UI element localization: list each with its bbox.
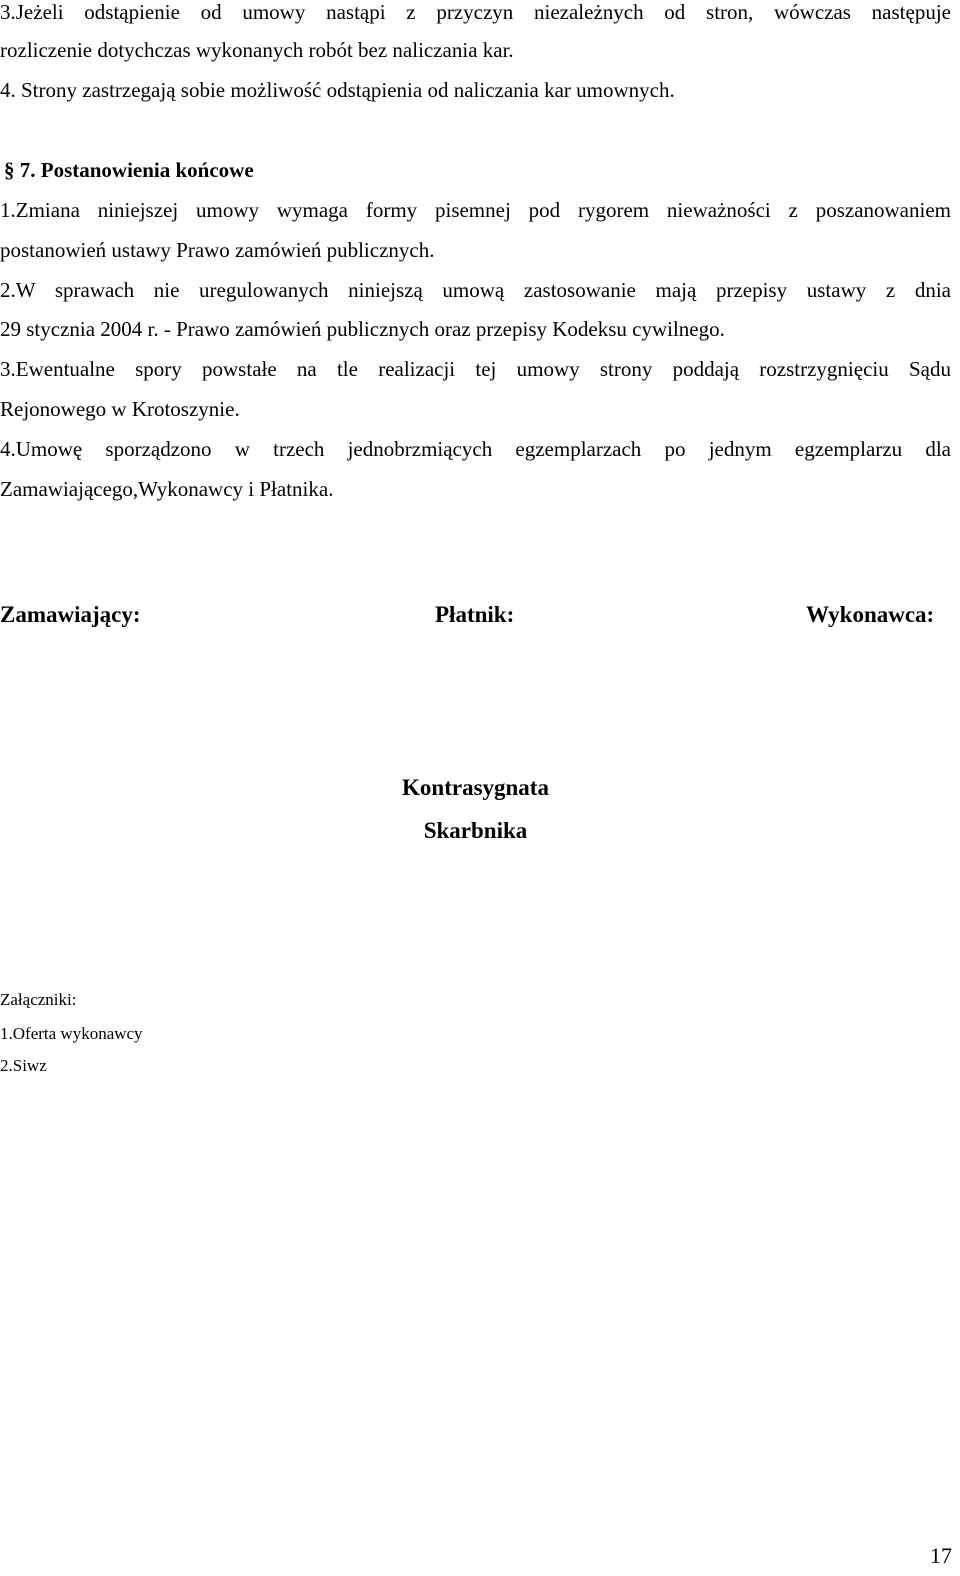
page-number: 17 (930, 1543, 952, 1568)
countersign-subtitle: Skarbnika (423, 818, 528, 843)
signature-contractor: Wykonawca: (806, 602, 935, 627)
paragraph-line: Rejonowego w Krotoszynie. (0, 397, 240, 421)
signature-orderer: Zamawiający: (0, 602, 141, 627)
section-heading: § 7. Postanowienia końcowe (4, 158, 254, 182)
paragraph-line: 3.Jeżeli odstąpienie od umowy nastąpi z przyczyn niezależnych od stron, wówczas następuje (0, 0, 951, 24)
paragraph-line: postanowień ustawy Prawo zamówień publicznych. (0, 238, 435, 262)
paragraph-line: 29 stycznia 2004 r. - Prawo zamówień publicznych oraz przepisy Kodeksu cywilnego. (0, 317, 725, 341)
paragraph-line: 1.Zmiana niniejszej umowy wymaga formy pisemnej pod rygorem nieważności z poszanowaniem (0, 198, 951, 222)
paragraph-line: 3.Ewentualne spory powstałe na tle realizacji tej umowy strony poddają rozstrzygnięciu Sądu (0, 357, 951, 381)
paragraph-line: Zamawiającego,Wykonawcy i Płatnika. (0, 477, 334, 501)
countersign-title: Kontrasygnata (402, 775, 549, 800)
signature-payer: Płatnik: (435, 602, 515, 627)
paragraph-line: 4.Umowę sporządzono w trzech jednobrzmiących egzemplarzach po jednym egzemplarzu dla (0, 437, 951, 461)
attachment-item: 2.Siwz (0, 1056, 47, 1075)
attachments-label: Załączniki: (0, 990, 77, 1009)
paragraph-line: 4. Strony zastrzegają sobie możliwość odstąpienia od naliczania kar umownych. (0, 78, 675, 102)
paragraph-line: rozliczenie dotychczas wykonanych robót bez naliczania kar. (0, 38, 514, 62)
paragraph-line: 2.W sprawach nie uregulowanych niniejszą umową zastosowanie mają przepisy ustawy z dnia (0, 278, 951, 302)
attachment-item: 1.Oferta wykonawcy (0, 1024, 143, 1043)
